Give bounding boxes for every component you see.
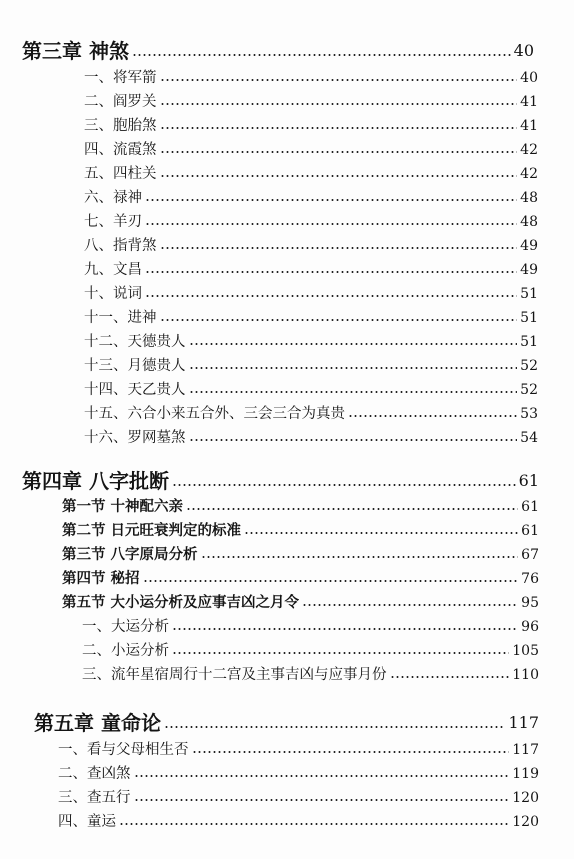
entry-label: 一、看与父母相生否 <box>58 742 189 758</box>
entry-label: 六、禄神 <box>84 190 142 206</box>
toc-entry[interactable] <box>84 117 538 135</box>
dot-leader <box>186 507 518 511</box>
page-number: 42 <box>520 166 538 182</box>
entry-label: 十六、罗网墓煞 <box>84 430 186 446</box>
entry-label: 二、阎罗关 <box>84 94 157 110</box>
page-number: 49 <box>520 238 538 254</box>
toc-chapter-3[interactable] <box>22 40 534 62</box>
toc-subsection[interactable] <box>82 666 539 684</box>
subsection-label: 二、小运分析 <box>82 643 169 659</box>
entry-label: 四、流霞煞 <box>84 142 157 158</box>
page-number: 51 <box>520 286 538 302</box>
entry-label: 五、四柱关 <box>84 166 157 182</box>
page-number: 95 <box>521 595 539 611</box>
toc-entry[interactable] <box>58 741 539 759</box>
dot-leader <box>189 342 518 346</box>
page-number: 41 <box>520 118 538 134</box>
chapter-title: 第五章 童命论 <box>34 711 161 735</box>
section-label: 第一节 十神配六亲 <box>62 498 184 515</box>
toc-chapter-5[interactable] <box>34 712 539 734</box>
toc-section[interactable] <box>62 594 539 612</box>
toc-subsection[interactable] <box>82 618 539 636</box>
page-number: 52 <box>520 382 538 398</box>
entry-label: 十一、进神 <box>84 310 157 326</box>
dot-leader <box>160 126 518 130</box>
toc-entry[interactable] <box>58 813 539 831</box>
page-number: 61 <box>521 499 539 515</box>
dot-leader <box>164 725 505 729</box>
chapter-title: 第三章 神煞 <box>22 39 129 63</box>
entry-label: 十、说词 <box>84 286 142 302</box>
section-label: 第四节 秘招 <box>62 570 140 587</box>
entry-label: 四、童运 <box>58 814 116 830</box>
dot-leader <box>160 246 518 250</box>
page-number: 96 <box>521 619 539 635</box>
toc-entry[interactable] <box>84 237 538 255</box>
dot-leader <box>172 483 516 487</box>
dot-leader <box>201 555 519 559</box>
dot-leader <box>390 675 510 679</box>
toc-section[interactable] <box>62 522 539 540</box>
page-number: 48 <box>520 190 538 206</box>
toc-section[interactable] <box>62 570 539 588</box>
toc-section[interactable] <box>62 498 539 516</box>
chapter-title: 第四章 八字批断 <box>22 469 169 493</box>
page-number: 42 <box>520 142 538 158</box>
entry-label: 八、指背煞 <box>84 238 157 254</box>
page-number: 67 <box>521 547 539 563</box>
subsection-label: 三、流年星宿周行十二宫及主事吉凶与应事月份 <box>82 667 387 683</box>
entry-label: 十五、六合小来五合外、三会三合为真贵 <box>84 406 345 422</box>
section-label: 第二节 日元旺衰判定的标准 <box>62 522 242 539</box>
dot-leader <box>160 150 518 154</box>
page-number: 120 <box>512 790 539 806</box>
entry-label: 三、胞胎煞 <box>84 118 157 134</box>
dot-leader <box>160 318 518 322</box>
dot-leader <box>145 198 517 202</box>
dot-leader <box>134 774 510 778</box>
dot-leader <box>143 579 519 583</box>
toc-entry[interactable] <box>84 261 538 279</box>
dot-leader <box>119 822 509 826</box>
toc-chapter-4[interactable] <box>22 470 539 492</box>
page-number: 41 <box>520 94 538 110</box>
dot-leader <box>189 366 518 370</box>
page-number: 117 <box>512 742 539 758</box>
toc-entry[interactable] <box>84 333 538 351</box>
dot-leader <box>145 270 517 274</box>
toc-entry[interactable] <box>84 213 538 231</box>
page-number: 51 <box>520 310 538 326</box>
dot-leader <box>348 414 517 418</box>
page-number: 40 <box>520 70 538 86</box>
page-number: 117 <box>508 713 539 732</box>
page-number: 105 <box>512 643 539 659</box>
entry-label: 九、文昌 <box>84 262 142 278</box>
toc-subsection[interactable] <box>82 642 539 660</box>
section-label: 第三节 八字原局分析 <box>62 546 198 563</box>
entry-label: 十二、天德贵人 <box>84 334 186 350</box>
toc-entry[interactable] <box>84 141 538 159</box>
page-number: 61 <box>518 471 539 490</box>
toc-entry[interactable] <box>84 381 538 399</box>
toc-entry[interactable] <box>84 429 538 447</box>
entry-label: 十四、天乙贵人 <box>84 382 186 398</box>
dot-leader <box>145 294 517 298</box>
page-number: 76 <box>521 571 539 587</box>
entry-label: 十三、月德贵人 <box>84 358 186 374</box>
page-number: 48 <box>520 214 538 230</box>
page-number: 53 <box>520 406 538 422</box>
page-number: 110 <box>512 667 539 683</box>
page-number: 40 <box>513 41 534 60</box>
page-number: 119 <box>512 766 539 782</box>
page-number: 51 <box>520 334 538 350</box>
dot-leader <box>132 53 511 57</box>
dot-leader <box>172 651 509 655</box>
entry-label: 一、将军箭 <box>84 70 157 86</box>
toc-entry[interactable] <box>84 285 538 303</box>
entry-label: 二、查凶煞 <box>58 766 131 782</box>
dot-leader <box>302 603 518 607</box>
dot-leader <box>160 102 518 106</box>
dot-leader <box>145 222 517 226</box>
entry-label: 七、羊刃 <box>84 214 142 230</box>
toc-entry[interactable] <box>84 357 538 375</box>
page-number: 120 <box>512 814 539 830</box>
toc-entry[interactable] <box>84 93 538 111</box>
page-number: 54 <box>520 430 538 446</box>
toc-entry[interactable] <box>84 405 538 423</box>
dot-leader <box>160 174 518 178</box>
toc-entry[interactable] <box>84 309 538 327</box>
toc-entry[interactable] <box>84 165 538 183</box>
toc-entry[interactable] <box>84 189 538 207</box>
toc-entry[interactable] <box>58 789 539 807</box>
subsection-label: 一、大运分析 <box>82 619 169 635</box>
page-number: 49 <box>520 262 538 278</box>
toc-entry[interactable] <box>58 765 539 783</box>
toc-section[interactable] <box>62 546 539 564</box>
dot-leader <box>192 750 510 754</box>
page-number: 61 <box>521 523 539 539</box>
page-number: 52 <box>520 358 538 374</box>
dot-leader <box>189 390 518 394</box>
dot-leader <box>244 531 518 535</box>
entry-label: 三、查五行 <box>58 790 131 806</box>
section-label: 第五节 大小运分析及应事吉凶之月令 <box>62 594 300 611</box>
toc-entry[interactable] <box>84 69 538 87</box>
dot-leader <box>172 627 518 631</box>
dot-leader <box>134 798 510 802</box>
dot-leader <box>189 438 518 442</box>
dot-leader <box>160 78 518 82</box>
